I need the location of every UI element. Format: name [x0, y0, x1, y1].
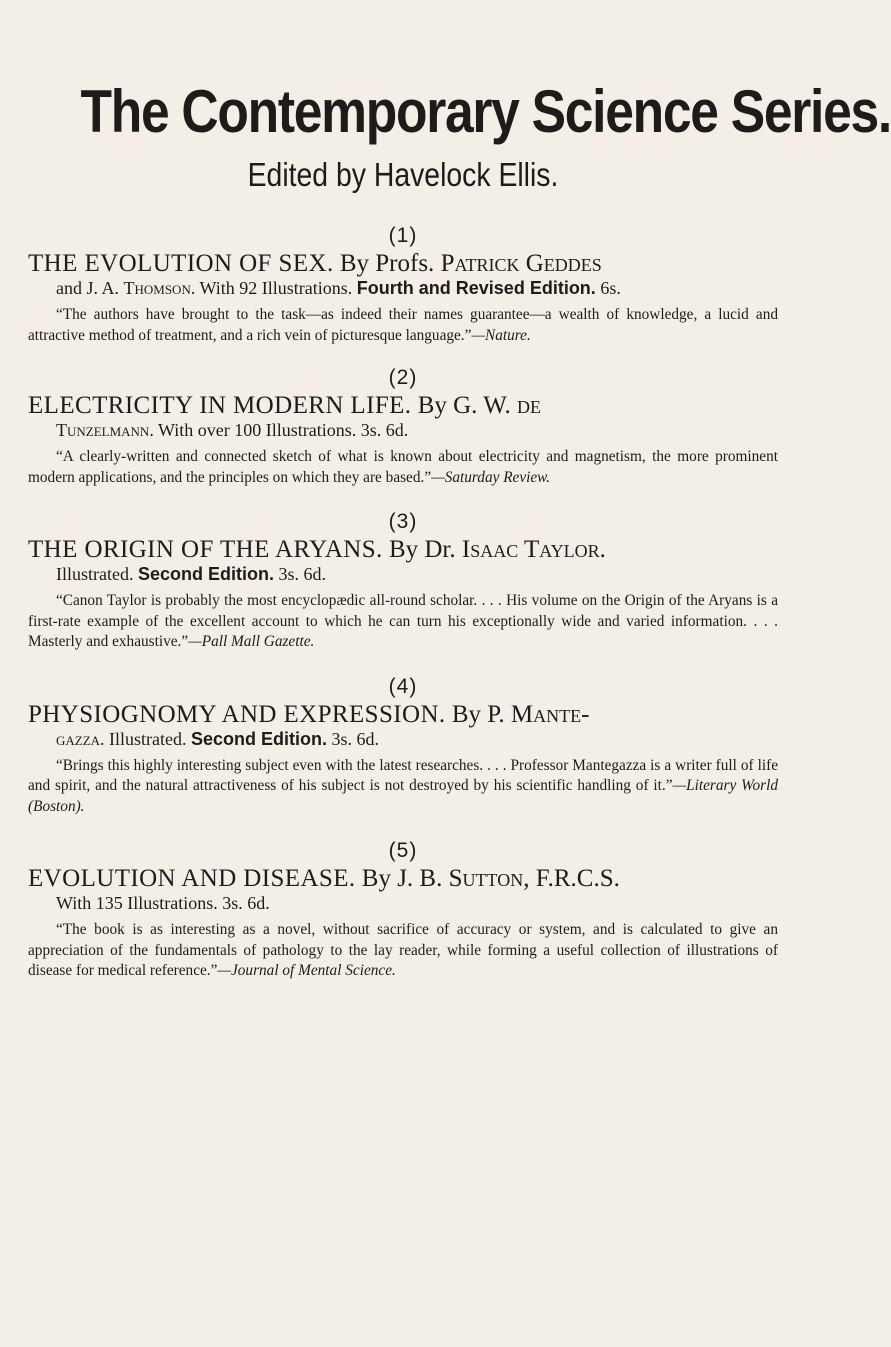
by-text: By P.: [451, 700, 505, 728]
entry-1: [28, 224, 778, 346]
entry-4: [28, 675, 778, 818]
illustrations-info: With 135 Illustrations. 3s. 6d.: [56, 893, 270, 913]
entry-heading: [28, 865, 778, 892]
quote-text: “Canon Taylor is probably the most encyclopædic all-round scholar. . . . His volume on the Origin of the Aryans is a first-rate example of the excellent account to which he can turn his exceptionally wide and varied information. . . . Masterly and exhaustive.”: [28, 592, 778, 650]
author-continued: Tunzelmann.: [56, 420, 154, 440]
book-title: THE ORIGIN OF THE ARYANS.: [28, 536, 383, 563]
quote-source: —Literary World (Boston).: [28, 777, 778, 815]
author-continued: Thomson.: [123, 278, 196, 298]
book-title: THE EVOLUTION OF SEX.: [28, 250, 334, 277]
entry-details: [28, 419, 778, 441]
illustrations-info: Illustrated.: [56, 564, 134, 584]
author-prefix: and J. A.: [56, 278, 119, 298]
quote-text: “A clearly-written and connected sketch of what is known about electricity and magnetism, the more prominent modern applications, and the principles on which they are based.”: [28, 448, 778, 486]
edition-info: Second Edition.: [137, 564, 274, 584]
by-text: By J. B.: [361, 865, 443, 892]
entry-number: (5): [388, 839, 418, 862]
entry-number: (1): [388, 224, 418, 247]
author-name: Sutton, F.R.C.S.: [448, 865, 620, 892]
price: 6s.: [600, 278, 621, 298]
entry-details: [28, 563, 778, 585]
edition-info: Second Edition.: [191, 728, 328, 749]
by-text: By Profs.: [339, 250, 435, 277]
by-text: By G. W.: [417, 392, 511, 419]
entry-heading: [28, 392, 778, 419]
entry-5: [28, 839, 778, 982]
entry-heading: [28, 536, 778, 563]
quote-source: —Pall Mall Gazette.: [188, 633, 315, 650]
quote-text: “Brings this highly interesting subject even with the latest researches. . . . Professor Mantegazza is a writer full of life and spirit, and the natural attractiveness of his subject is not destroyed by his scientific handling of it.”: [28, 756, 778, 794]
entry-details: [28, 892, 778, 914]
entry-number: (3): [388, 510, 418, 533]
quote-source: —Saturday Review.: [431, 468, 551, 486]
review-quote: [28, 305, 778, 346]
entry-number: (2): [388, 366, 418, 389]
quote-source: —Nature.: [471, 326, 531, 344]
author-name: Patrick Geddes: [440, 250, 602, 277]
author-name: Isaac Taylor.: [461, 536, 606, 563]
entry-2: [28, 366, 778, 488]
entry-3: [28, 510, 778, 653]
illustrations-info: With over 100 Illustrations. 3s. 6d.: [158, 420, 409, 440]
illustrations-info: Illustrated.: [109, 728, 187, 749]
edition-info: Fourth and Revised Edition.: [356, 278, 596, 298]
entry-details: [28, 728, 778, 750]
review-quote: [28, 756, 778, 818]
review-quote: [28, 447, 778, 488]
entry-heading: [28, 250, 778, 277]
review-quote: [28, 920, 778, 982]
entry-details: [28, 277, 778, 299]
entry-heading: [28, 701, 778, 728]
price: 3s. 6d.: [278, 564, 327, 584]
price: 3s. 6d.: [331, 728, 380, 749]
by-text: By Dr.: [388, 536, 456, 563]
review-quote: [28, 591, 778, 653]
author-continued: gazza.: [56, 728, 105, 749]
book-title: EVOLUTION AND DISEASE.: [28, 865, 356, 892]
quote-source: —Journal of Mental Science.: [217, 962, 396, 979]
series-title: The Contemporary Science Series.: [80, 78, 891, 145]
author-name: de: [517, 392, 542, 419]
entry-number: (4): [388, 674, 418, 698]
author-name: Mante-: [510, 700, 590, 728]
book-title: PHYSIOGNOMY AND EXPRESSION.: [28, 700, 446, 728]
book-title: ELECTRICITY IN MODERN LIFE.: [28, 392, 412, 419]
quote-text: “The book is as interesting as a novel, without sacrifice of accuracy or system, and is calculated to give an appreciation of the fundamentals of pathology to the lay reader, while forming a useful collection of illustrations of disease for medical reference.”: [28, 921, 778, 979]
illustrations-info: With 92 Illustrations.: [199, 278, 353, 298]
quote-text: “The authors have brought to the task—as indeed their names guarantee—a wealth of knowledge, a lucid and attractive method of treatment, and a rich vein of picturesque language.”: [28, 306, 778, 344]
series-editor: Edited by Havelock Ellis.: [247, 156, 559, 193]
